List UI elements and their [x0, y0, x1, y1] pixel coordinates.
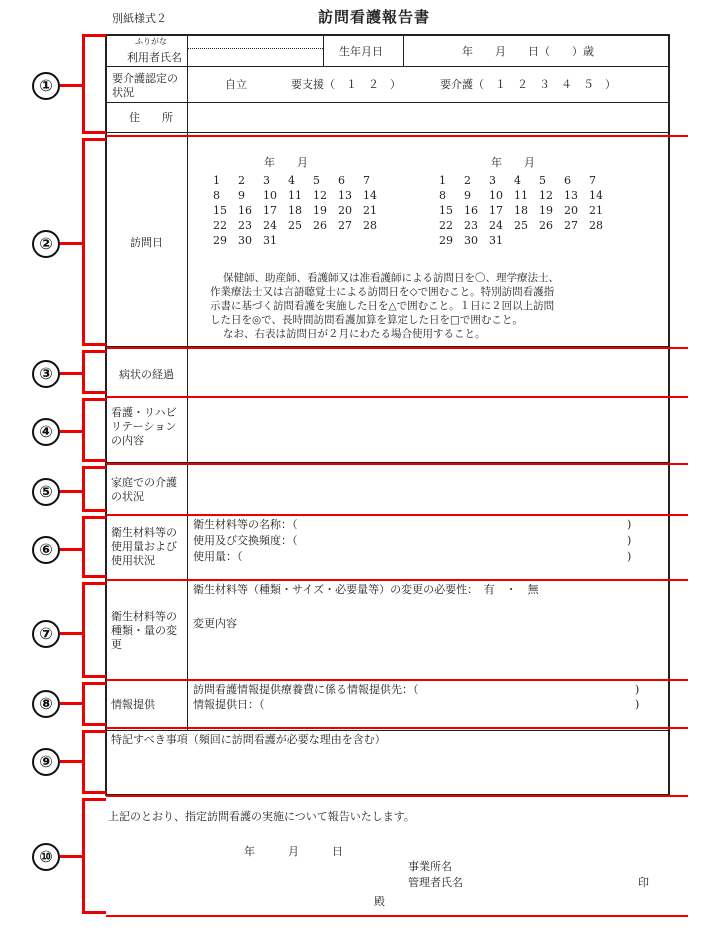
calendar-day[interactable]: 31: [489, 234, 503, 247]
info-recipient-field[interactable]: 訪問看護情報提供療養費に係る情報提供先：（: [193, 683, 419, 696]
calendar-day[interactable]: 9: [238, 189, 245, 202]
section-separator: [106, 795, 688, 797]
section-separator: [106, 135, 688, 137]
bracket: [82, 391, 106, 394]
calendar-day[interactable]: 19: [539, 204, 553, 217]
section-marker-8: ⑧: [32, 690, 60, 718]
bracket: [60, 855, 82, 858]
section-marker-2: ②: [32, 230, 60, 258]
bracket: [82, 791, 106, 794]
bracket: [60, 548, 82, 551]
calendar-right: [439, 174, 614, 249]
special-field[interactable]: [109, 748, 667, 794]
name-field[interactable]: [187, 36, 323, 66]
bracket: [82, 398, 106, 401]
bracket: [82, 516, 106, 519]
report-form: [105, 34, 670, 796]
calendar-week: [439, 204, 614, 219]
calendar-day[interactable]: 11: [514, 189, 528, 202]
supplies-name-field[interactable]: 衛生材料等の名称：（: [193, 518, 298, 531]
supplies-amount-field[interactable]: 使用量：（: [193, 550, 243, 563]
calendar-day[interactable]: 6: [564, 174, 571, 187]
address-field[interactable]: [189, 103, 667, 131]
calendar-day[interactable]: 13: [564, 189, 578, 202]
info-label: 情報提供: [111, 698, 155, 711]
label-column-divider: [187, 132, 188, 730]
nursing-label-line: リテーション: [111, 420, 177, 433]
bracket: [82, 911, 106, 914]
care-shien[interactable]: 要支援（ １ ２ ）: [291, 78, 401, 91]
col-divider: [323, 36, 324, 66]
course-label: 病状の経過: [119, 368, 174, 381]
row-divider: [107, 66, 668, 67]
nursing-field[interactable]: [189, 397, 667, 461]
care-kaigo[interactable]: 要介護（ １ ２ ３ ４ ５ ）: [440, 78, 616, 91]
bracket: [82, 350, 106, 353]
section-marker-1: ①: [32, 72, 60, 100]
address-label: 住 所: [129, 111, 173, 124]
furigana-label: ふりがな: [135, 37, 167, 46]
bracket: [82, 730, 85, 794]
calendar-day[interactable]: 4: [514, 174, 521, 187]
calendar-day[interactable]: 13: [338, 189, 352, 202]
calendar-day[interactable]: 29: [213, 234, 227, 247]
bracket: [60, 490, 82, 493]
section-separator: [106, 727, 688, 729]
bracket: [82, 350, 85, 394]
calendar-day[interactable]: 14: [589, 189, 603, 202]
info-date-field[interactable]: 情報提供日：（: [193, 698, 265, 711]
bracket: [82, 459, 106, 462]
section-marker-10: ⑩: [32, 843, 60, 871]
calendar-day[interactable]: 5: [313, 174, 320, 187]
calendar-day[interactable]: 3: [263, 174, 270, 187]
calendar-day[interactable]: 20: [338, 204, 352, 217]
close-paren: ): [635, 683, 640, 696]
calendar-day[interactable]: 29: [439, 234, 453, 247]
bracket: [82, 575, 106, 578]
calendar-day[interactable]: 15: [439, 204, 453, 217]
calendar-week: [213, 219, 388, 234]
month-header-right: 年 月: [491, 156, 535, 169]
bracket: [82, 730, 106, 733]
care-status-label: 要介護認定の状況: [112, 72, 178, 99]
footer-date[interactable]: 年 月 日: [244, 845, 343, 858]
bracket: [82, 723, 106, 726]
visit-note-line: した日を◎で、長時間訪問看護加算を算定した日を□で囲むこと。: [210, 314, 523, 326]
calendar-day[interactable]: 22: [439, 219, 453, 232]
home-care-field[interactable]: [189, 463, 667, 513]
section-marker-7: ⑦: [32, 620, 60, 648]
calendar-day[interactable]: 8: [213, 189, 220, 202]
calendar-day[interactable]: 8: [439, 189, 446, 202]
section-marker-9: ⑨: [32, 748, 60, 776]
bracket: [82, 675, 106, 678]
calendar-day[interactable]: 7: [363, 174, 370, 187]
col-divider: [187, 102, 188, 132]
calendar-day[interactable]: 30: [464, 234, 478, 247]
calendar-day[interactable]: 12: [539, 189, 553, 202]
bracket: [82, 516, 85, 578]
calendar-day[interactable]: 22: [213, 219, 227, 232]
home-care-label-line: 家庭での介護: [111, 476, 177, 489]
calendar-day[interactable]: 18: [288, 204, 302, 217]
close-paren: ): [635, 698, 640, 711]
calendar-day[interactable]: 17: [489, 204, 503, 217]
birth-label: 生年月日: [339, 45, 383, 58]
calendar-day[interactable]: 31: [263, 234, 277, 247]
section-marker-4: ④: [32, 418, 60, 446]
calendar-day[interactable]: 6: [338, 174, 345, 187]
supplies-use-label-line: 衛生材料等の: [111, 526, 177, 539]
bracket: [82, 798, 85, 914]
row-divider: [107, 132, 668, 133]
bracket: [82, 682, 85, 726]
visit-note-line: 示書に基づく訪問看護を実施した日を△で囲むこと。１日に２回以上訪問: [210, 300, 555, 312]
calendar-day[interactable]: 3: [489, 174, 496, 187]
supplies-change-label-line: 種類・量の変: [111, 624, 177, 637]
section-marker-5: ⑤: [32, 478, 60, 506]
bracket: [60, 702, 82, 705]
section-separator: [106, 347, 688, 349]
calendar-day[interactable]: 2: [464, 174, 471, 187]
bracket: [60, 760, 82, 763]
bracket: [82, 798, 106, 801]
bracket: [82, 582, 106, 585]
calendar-week: [213, 204, 388, 219]
bracket: [60, 372, 82, 375]
supplies-change-detail-label: 変更内容: [193, 617, 237, 630]
section-separator: [106, 396, 688, 398]
supplies-change-necessity[interactable]: 衛生材料等（種類・サイズ・必要量等）の変更の必要性： 有 ・ 無: [193, 583, 539, 596]
section-separator: [106, 463, 688, 465]
bracket: [82, 509, 106, 512]
row-divider: [107, 730, 668, 731]
calendar-day[interactable]: 17: [263, 204, 277, 217]
visit-note-line: なお、右表は訪問日が２月にわたる場合使用すること。: [223, 328, 486, 340]
calendar-day[interactable]: 28: [589, 219, 603, 232]
calendar-day[interactable]: 5: [539, 174, 546, 187]
calendar-day[interactable]: 23: [464, 219, 478, 232]
close-paren: ): [627, 534, 632, 547]
visit-label: 訪問日: [130, 236, 163, 249]
calendar-day[interactable]: 26: [313, 219, 327, 232]
bracket: [82, 682, 106, 685]
bracket: [60, 242, 82, 245]
calendar-day[interactable]: 16: [238, 204, 252, 217]
bracket: [82, 343, 106, 346]
bracket: [82, 582, 85, 678]
bracket: [82, 466, 85, 512]
calendar-day[interactable]: 2: [238, 174, 245, 187]
nursing-label-line: の内容: [111, 434, 144, 447]
calendar-day[interactable]: 10: [263, 189, 277, 202]
calendar-day[interactable]: 27: [564, 219, 578, 232]
calendar-day[interactable]: 24: [263, 219, 277, 232]
bracket: [82, 138, 106, 141]
name-label: 利用者氏名: [127, 51, 182, 64]
home-care-label-line: の状況: [111, 490, 144, 503]
section-marker-6: ⑥: [32, 536, 60, 564]
calendar-day[interactable]: 25: [514, 219, 528, 232]
bracket: [82, 34, 85, 134]
calendar-day[interactable]: 20: [564, 204, 578, 217]
calendar-day[interactable]: 16: [464, 204, 478, 217]
bracket: [82, 138, 85, 346]
calendar-day[interactable]: 21: [363, 204, 377, 217]
col-divider: [403, 36, 404, 66]
calendar-day[interactable]: 1: [213, 174, 220, 187]
visit-note-line: 作業療法士又は言語聴覚士による訪問日を◇で囲むこと。特別訪問看護指: [210, 286, 555, 298]
calendar-day[interactable]: 14: [363, 189, 377, 202]
footer-statement: 上記のとおり、指定訪問看護の実施について報告いたします。: [108, 810, 415, 823]
calendar-day[interactable]: 21: [589, 204, 603, 217]
section-separator: [106, 915, 688, 917]
calendar-day[interactable]: 30: [238, 234, 252, 247]
bracket: [60, 632, 82, 635]
calendar-week: [439, 174, 614, 189]
calendar-week: [439, 234, 614, 249]
supplies-change-label-line: 更: [111, 638, 122, 651]
bracket: [60, 84, 82, 87]
care-jiritsu[interactable]: 自立: [225, 78, 247, 91]
supplies-change-label-line: 衛生材料等の: [111, 610, 177, 623]
calendar-day[interactable]: 4: [288, 174, 295, 187]
calendar-day[interactable]: 19: [313, 204, 327, 217]
calendar-week: [213, 174, 388, 189]
calendar-week: [439, 189, 614, 204]
seal-mark: 印: [638, 876, 649, 889]
footer-manager: 管理者氏名: [408, 876, 463, 889]
calendar-day[interactable]: 9: [464, 189, 471, 202]
course-field[interactable]: [189, 347, 667, 395]
footer-dono: 殿: [374, 895, 385, 908]
calendar-left: [213, 174, 388, 249]
calendar-day[interactable]: 28: [363, 219, 377, 232]
bracket: [82, 466, 106, 469]
calendar-day[interactable]: 10: [489, 189, 503, 202]
close-paren: ): [627, 518, 632, 531]
calendar-day[interactable]: 26: [539, 219, 553, 232]
bracket: [60, 430, 82, 433]
section-separator: [106, 679, 688, 681]
calendar-day[interactable]: 1: [439, 174, 446, 187]
bracket: [82, 131, 106, 134]
calendar-week: [439, 219, 614, 234]
supplies-frequency-field[interactable]: 使用及び交換頻度：（: [193, 534, 298, 547]
month-header-left: 年 月: [264, 156, 308, 169]
page-title: 訪問看護報告書: [318, 8, 431, 26]
section-marker-3: ③: [32, 360, 60, 388]
calendar-week: [213, 189, 388, 204]
bracket: [82, 34, 106, 37]
supplies-use-label-line: 使用量および: [111, 540, 177, 553]
calendar-week: [213, 234, 388, 249]
section-separator: [106, 579, 688, 581]
visit-note-line: 保健師、助産師、看護師又は准看護師による訪問日を〇、理学療法士、: [223, 272, 559, 284]
calendar-day[interactable]: 23: [238, 219, 252, 232]
supplies-use-label-line: 使用状況: [111, 554, 155, 567]
close-paren: ): [627, 550, 632, 563]
calendar-day[interactable]: 24: [489, 219, 503, 232]
special-label: 特記すべき事項（頻回に訪問看護が必要な理由を含む）: [111, 733, 386, 746]
birth-field[interactable]: 年 月 日（ ）歳: [462, 45, 594, 58]
form-number: 別紙様式２: [112, 12, 167, 25]
calendar-day[interactable]: 18: [514, 204, 528, 217]
calendar-day[interactable]: 7: [589, 174, 596, 187]
bracket: [82, 398, 85, 462]
calendar-day[interactable]: 25: [288, 219, 302, 232]
section-separator: [106, 514, 688, 516]
calendar-day[interactable]: 11: [288, 189, 302, 202]
nursing-label-line: 看護・リハビ: [111, 406, 177, 419]
calendar-day[interactable]: 12: [313, 189, 327, 202]
calendar-day[interactable]: 15: [213, 204, 227, 217]
col-divider: [187, 36, 188, 102]
footer-office: 事業所名: [408, 860, 452, 873]
calendar-day[interactable]: 27: [338, 219, 352, 232]
